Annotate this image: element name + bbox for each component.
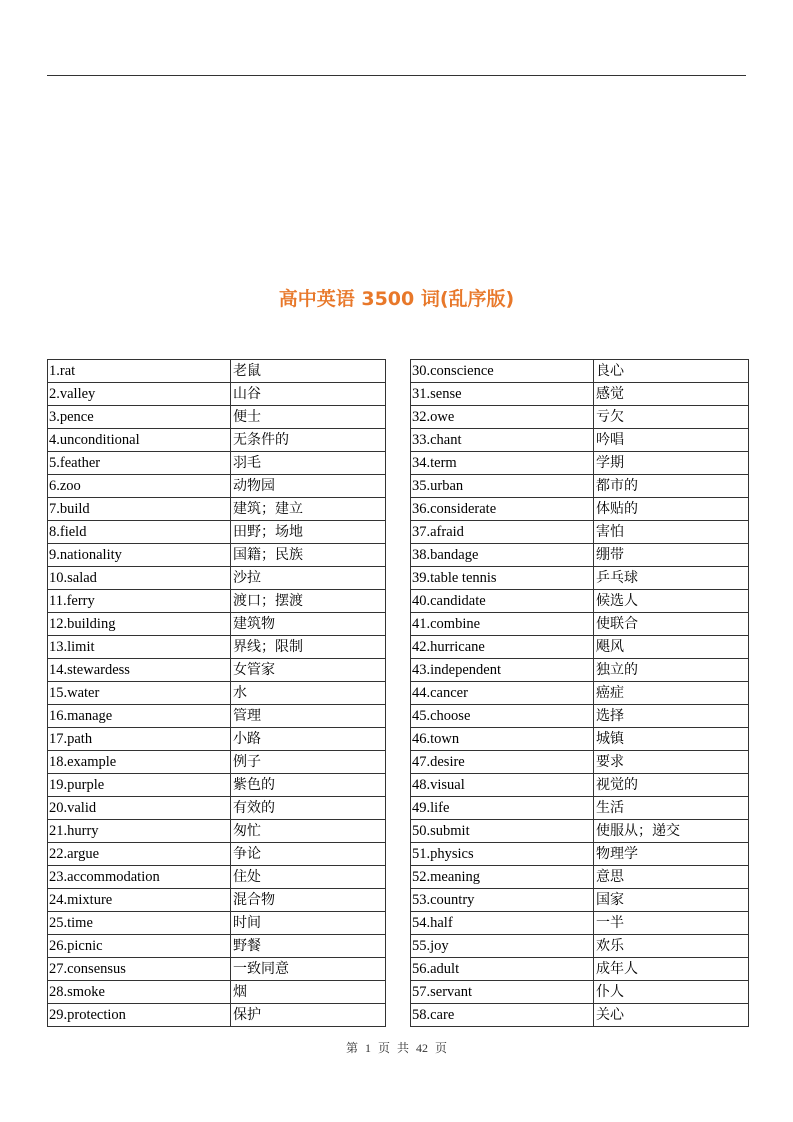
vocab-table-left [47,359,386,1027]
english-word-cell: 29.protection [48,1004,231,1027]
table-row [411,866,749,889]
table-row [411,613,749,636]
english-word-cell: 7.build [48,498,231,521]
english-word-cell: 22.argue [48,843,231,866]
chinese-meaning-cell: 使服从；递交 [594,820,749,843]
chinese-meaning-cell: 住处 [231,866,386,889]
english-word-cell: 54.half [411,912,594,935]
table-row [48,682,386,705]
chinese-meaning-cell: 国籍；民族 [231,544,386,567]
english-word-cell: 42.hurricane [411,636,594,659]
table-row [48,383,386,406]
table-row [48,935,386,958]
header-rule [47,75,746,76]
english-word-cell: 56.adult [411,958,594,981]
english-word-cell: 37.afraid [411,521,594,544]
chinese-meaning-cell: 使联合 [594,613,749,636]
table-row [48,1004,386,1027]
table-row [411,981,749,1004]
table-row [48,567,386,590]
english-word-cell: 14.stewardess [48,659,231,682]
chinese-meaning-cell: 沙拉 [231,567,386,590]
table-row [411,521,749,544]
table-row [48,475,386,498]
table-row [48,590,386,613]
chinese-meaning-cell: 国家 [594,889,749,912]
chinese-meaning-cell: 紫色的 [231,774,386,797]
chinese-meaning-cell: 匆忙 [231,820,386,843]
english-word-cell: 30.conscience [411,360,594,383]
table-row [48,429,386,452]
english-word-cell: 40.candidate [411,590,594,613]
chinese-meaning-cell: 学期 [594,452,749,475]
english-word-cell: 21.hurry [48,820,231,843]
chinese-meaning-cell: 山谷 [231,383,386,406]
chinese-meaning-cell: 一半 [594,912,749,935]
chinese-meaning-cell: 亏欠 [594,406,749,429]
chinese-meaning-cell: 界线；限制 [231,636,386,659]
chinese-meaning-cell: 一致同意 [231,958,386,981]
table-row [411,406,749,429]
chinese-meaning-cell: 城镇 [594,728,749,751]
table-row [48,636,386,659]
table-row [48,912,386,935]
table-row [411,797,749,820]
english-word-cell: 46.town [411,728,594,751]
english-word-cell: 47.desire [411,751,594,774]
english-word-cell: 23.accommodation [48,866,231,889]
chinese-meaning-cell: 女管家 [231,659,386,682]
english-word-cell: 6.zoo [48,475,231,498]
chinese-meaning-cell: 水 [231,682,386,705]
chinese-meaning-cell: 意思 [594,866,749,889]
chinese-meaning-cell: 小路 [231,728,386,751]
english-word-cell: 31.sense [411,383,594,406]
english-word-cell: 35.urban [411,475,594,498]
table-row [411,475,749,498]
chinese-meaning-cell: 欢乐 [594,935,749,958]
english-word-cell: 44.cancer [411,682,594,705]
english-word-cell: 25.time [48,912,231,935]
english-word-cell: 10.salad [48,567,231,590]
chinese-meaning-cell: 视觉的 [594,774,749,797]
table-row [48,751,386,774]
english-word-cell: 16.manage [48,705,231,728]
english-word-cell: 26.picnic [48,935,231,958]
english-word-cell: 34.term [411,452,594,475]
table-row [48,958,386,981]
table-row [48,452,386,475]
chinese-meaning-cell: 仆人 [594,981,749,1004]
table-row [411,751,749,774]
english-word-cell: 49.life [411,797,594,820]
english-word-cell: 43.independent [411,659,594,682]
chinese-meaning-cell: 吟唱 [594,429,749,452]
table-row [411,452,749,475]
english-word-cell: 33.chant [411,429,594,452]
chinese-meaning-cell: 混合物 [231,889,386,912]
chinese-meaning-cell: 便士 [231,406,386,429]
chinese-meaning-cell: 管理 [231,705,386,728]
table-row [411,383,749,406]
chinese-meaning-cell: 羽毛 [231,452,386,475]
chinese-meaning-cell: 保护 [231,1004,386,1027]
english-word-cell: 8.field [48,521,231,544]
table-row [411,774,749,797]
english-word-cell: 50.submit [411,820,594,843]
table-row [48,981,386,1004]
english-word-cell: 11.ferry [48,590,231,613]
english-word-cell: 12.building [48,613,231,636]
english-word-cell: 3.pence [48,406,231,429]
table-row [48,613,386,636]
document-title: 高中英语 3500 词(乱序版) [278,288,515,310]
table-row [48,774,386,797]
table-row [48,797,386,820]
table-row [411,590,749,613]
table-row [411,705,749,728]
chinese-meaning-cell: 都市的 [594,475,749,498]
chinese-meaning-cell: 飓风 [594,636,749,659]
chinese-meaning-cell: 物理学 [594,843,749,866]
chinese-meaning-cell: 癌症 [594,682,749,705]
chinese-meaning-cell: 乒乓球 [594,567,749,590]
chinese-meaning-cell: 生活 [594,797,749,820]
chinese-meaning-cell: 野餐 [231,935,386,958]
table-row [48,728,386,751]
table-row [411,935,749,958]
english-word-cell: 24.mixture [48,889,231,912]
english-word-cell: 20.valid [48,797,231,820]
chinese-meaning-cell: 老鼠 [231,360,386,383]
chinese-meaning-cell: 选择 [594,705,749,728]
table-row [48,659,386,682]
english-word-cell: 13.limit [48,636,231,659]
table-row [48,360,386,383]
chinese-meaning-cell: 有效的 [231,797,386,820]
table-row [411,728,749,751]
english-word-cell: 1.rat [48,360,231,383]
english-word-cell: 27.consensus [48,958,231,981]
chinese-meaning-cell: 时间 [231,912,386,935]
chinese-meaning-cell: 渡口；摆渡 [231,590,386,613]
chinese-meaning-cell: 争论 [231,843,386,866]
english-word-cell: 48.visual [411,774,594,797]
chinese-meaning-cell: 成年人 [594,958,749,981]
english-word-cell: 4.unconditional [48,429,231,452]
table-row [48,820,386,843]
table-row [411,958,749,981]
table-row [411,429,749,452]
table-row [411,843,749,866]
chinese-meaning-cell: 独立的 [594,659,749,682]
table-row [411,636,749,659]
table-row [48,866,386,889]
english-word-cell: 36.considerate [411,498,594,521]
table-row [48,889,386,912]
chinese-meaning-cell: 例子 [231,751,386,774]
chinese-meaning-cell: 建筑物 [231,613,386,636]
table-row [48,406,386,429]
chinese-meaning-cell: 关心 [594,1004,749,1027]
english-word-cell: 51.physics [411,843,594,866]
english-word-cell: 45.choose [411,705,594,728]
page-number-footer: 第 1 页 共 42 页 [345,1041,447,1055]
english-word-cell: 52.meaning [411,866,594,889]
english-word-cell: 19.purple [48,774,231,797]
chinese-meaning-cell: 候选人 [594,590,749,613]
table-row [48,705,386,728]
english-word-cell: 53.country [411,889,594,912]
english-word-cell: 18.example [48,751,231,774]
table-row [411,1004,749,1027]
table-row [411,682,749,705]
english-word-cell: 38.bandage [411,544,594,567]
table-row [48,544,386,567]
chinese-meaning-cell: 绷带 [594,544,749,567]
english-word-cell: 17.path [48,728,231,751]
english-word-cell: 28.smoke [48,981,231,1004]
english-word-cell: 32.owe [411,406,594,429]
vocab-table-right [410,359,749,1027]
english-word-cell: 55.joy [411,935,594,958]
table-row [411,567,749,590]
chinese-meaning-cell: 要求 [594,751,749,774]
chinese-meaning-cell: 体贴的 [594,498,749,521]
english-word-cell: 57.servant [411,981,594,1004]
table-row [411,360,749,383]
table-row [411,659,749,682]
chinese-meaning-cell: 建筑；建立 [231,498,386,521]
english-word-cell: 39.table tennis [411,567,594,590]
english-word-cell: 9.nationality [48,544,231,567]
chinese-meaning-cell: 良心 [594,360,749,383]
english-word-cell: 15.water [48,682,231,705]
chinese-meaning-cell: 感觉 [594,383,749,406]
table-row [411,889,749,912]
table-row [48,843,386,866]
chinese-meaning-cell: 动物园 [231,475,386,498]
chinese-meaning-cell: 无条件的 [231,429,386,452]
english-word-cell: 41.combine [411,613,594,636]
table-row [411,498,749,521]
english-word-cell: 58.care [411,1004,594,1027]
table-row [411,820,749,843]
table-row [48,521,386,544]
chinese-meaning-cell: 害怕 [594,521,749,544]
english-word-cell: 2.valley [48,383,231,406]
chinese-meaning-cell: 田野；场地 [231,521,386,544]
table-row [48,498,386,521]
chinese-meaning-cell: 烟 [231,981,386,1004]
table-row [411,912,749,935]
table-row [411,544,749,567]
english-word-cell: 5.feather [48,452,231,475]
